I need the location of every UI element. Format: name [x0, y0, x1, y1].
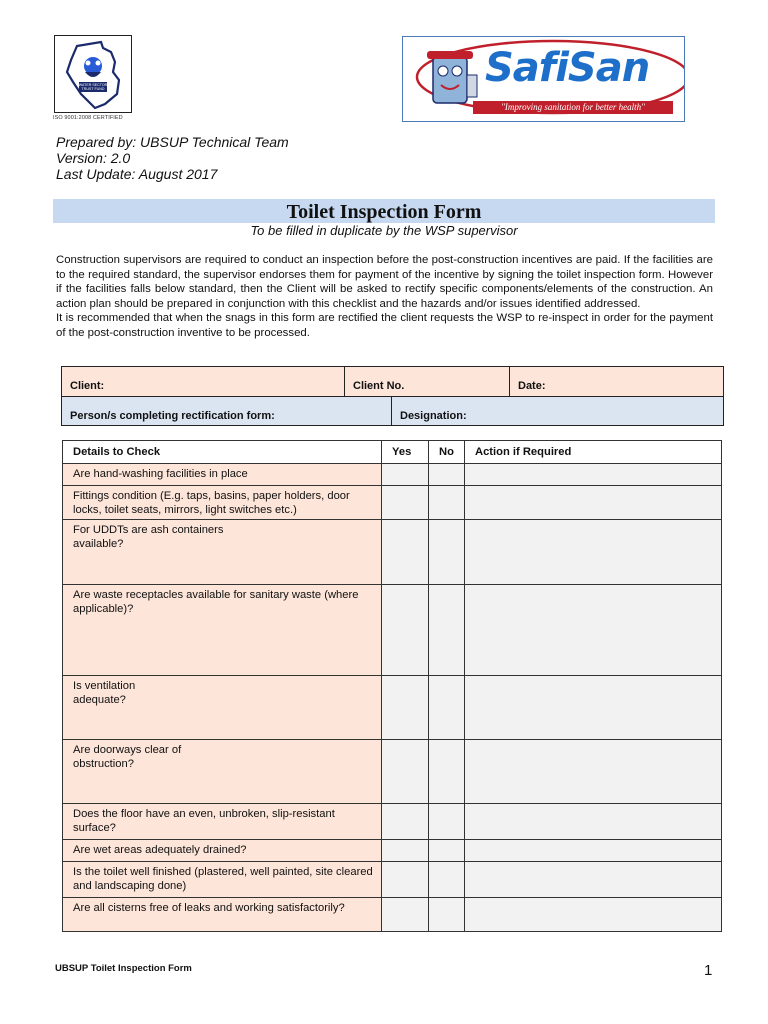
client-no-field[interactable]: Client No.: [345, 367, 510, 397]
table-row: [63, 464, 722, 486]
page-title: Toilet Inspection Form: [286, 201, 482, 223]
check-item: Does the floor have an even, unbroken, slip-resistant surface?: [63, 804, 382, 840]
wstf-logo: [54, 35, 132, 113]
check-item: Fittings condition (E.g. taps, basins, paper holders, door locks, toilet seats, mirrors, light switches etc.): [63, 486, 382, 520]
yes-cell[interactable]: [382, 585, 429, 676]
no-cell[interactable]: [429, 464, 465, 486]
check-item: Are doorways clear of obstruction?: [63, 740, 382, 804]
action-cell[interactable]: [465, 862, 722, 898]
yes-cell[interactable]: [382, 464, 429, 486]
action-cell[interactable]: [465, 486, 722, 520]
yes-cell[interactable]: [382, 840, 429, 862]
no-cell[interactable]: [429, 840, 465, 862]
table-row: [63, 740, 722, 804]
client-field[interactable]: Client:: [62, 367, 345, 397]
no-cell[interactable]: [429, 804, 465, 840]
table-row: [63, 804, 722, 840]
check-item: Is the toilet well finished (plastered, well painted, site cleared and landscaping done): [63, 862, 382, 898]
check-item: Are all cisterns free of leaks and working satisfactorily?: [63, 898, 382, 932]
header-yes: Yes: [382, 441, 429, 464]
yes-cell[interactable]: [382, 676, 429, 740]
iso-caption: ISO 9001:2008 CERTIFIED: [53, 115, 123, 121]
client-info-box: [61, 366, 724, 426]
action-cell[interactable]: [465, 804, 722, 840]
check-item: Are hand-washing facilities in place: [63, 464, 382, 486]
action-cell[interactable]: [465, 840, 722, 862]
footer-title: UBSUP Toilet Inspection Form: [55, 963, 192, 974]
table-row: [63, 840, 722, 862]
yes-cell[interactable]: [382, 804, 429, 840]
last-update: Last Update: August 2017: [56, 166, 218, 182]
page-number: 1: [704, 962, 713, 979]
header-details: Details to Check: [63, 441, 382, 464]
no-cell[interactable]: [429, 898, 465, 932]
header-action: Action if Required: [465, 441, 722, 464]
action-cell[interactable]: [465, 676, 722, 740]
persons-field[interactable]: Person/s completing rectification form:: [62, 397, 392, 425]
yes-cell[interactable]: [382, 486, 429, 520]
table-row: [63, 486, 722, 520]
action-cell[interactable]: [465, 898, 722, 932]
no-cell[interactable]: [429, 740, 465, 804]
table-row: [63, 676, 722, 740]
prepared-by: Prepared by: UBSUP Technical Team: [56, 134, 289, 150]
date-field[interactable]: Date:: [510, 367, 723, 397]
check-item: Is ventilation adequate?: [63, 676, 382, 740]
safisan-tagline: "Improving sanitation for better health": [501, 102, 645, 112]
action-cell[interactable]: [465, 740, 722, 804]
table-row: [63, 585, 722, 676]
safisan-logo: [402, 36, 685, 122]
page-subtitle: To be filled in duplicate by the WSP supervisor: [250, 223, 518, 238]
no-cell[interactable]: [429, 862, 465, 898]
designation-field[interactable]: Designation:: [392, 397, 723, 425]
yes-cell[interactable]: [382, 898, 429, 932]
no-cell[interactable]: [429, 676, 465, 740]
document-meta: [56, 134, 289, 182]
wstf-badge-text: WATER SECTOR TRUST FUND: [78, 83, 108, 91]
table-header-row: [63, 441, 722, 464]
action-cell[interactable]: [465, 520, 722, 585]
check-item: For UDDTs are ash containers available?: [63, 520, 382, 585]
header-no: No: [429, 441, 465, 464]
check-item: Are waste receptacles available for sanitary waste (where applicable)?: [63, 585, 382, 676]
yes-cell[interactable]: [382, 520, 429, 585]
table-row: [63, 862, 722, 898]
yes-cell[interactable]: [382, 862, 429, 898]
intro-paragraph-2: It is recommended that when the snags in this form are rectified the client requests the WSP to re-inspect in order for the payment of the post-construction inventive to be processed.: [56, 312, 713, 339]
table-row: [63, 898, 722, 932]
check-item: Are wet areas adequately drained?: [63, 840, 382, 862]
intro-paragraph-1: Construction supervisors are required to conduct an inspection before the post-construction incentives are paid. If the facilities are to the required standard, the supervisor endorses them for payment of the incentive by signing the toilet inspection form. However if the facilities falls below standard, then the Client will be asked to rectify specific components/elements of the construction. An action plan should be prepared in conjunction with this checklist and the hazards and/or issues identified addressed.: [56, 254, 713, 310]
intro-text: [56, 253, 713, 341]
version: Version: 2.0: [56, 150, 131, 166]
inspection-table: [62, 440, 722, 932]
action-cell[interactable]: [465, 464, 722, 486]
no-cell[interactable]: [429, 486, 465, 520]
table-row: [63, 520, 722, 585]
safisan-wordmark: SafiSan: [485, 45, 650, 91]
yes-cell[interactable]: [382, 740, 429, 804]
action-cell[interactable]: [465, 585, 722, 676]
no-cell[interactable]: [429, 520, 465, 585]
no-cell[interactable]: [429, 585, 465, 676]
